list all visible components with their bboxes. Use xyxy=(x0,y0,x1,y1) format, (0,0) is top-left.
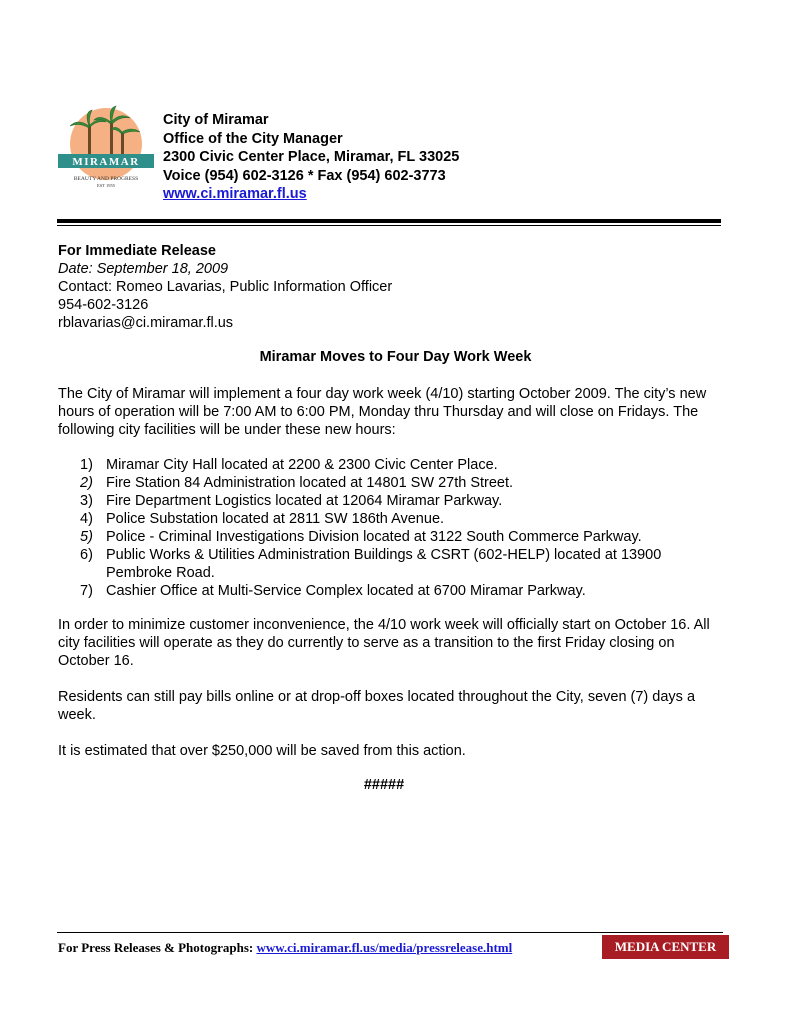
end-mark: ##### xyxy=(363,777,405,793)
paragraph-bill-pay: Residents can still pay bills online or at drop-off boxes located throughout the City, seven (7) days a week. xyxy=(58,689,696,723)
list-item xyxy=(58,492,728,510)
release-info xyxy=(58,242,392,332)
list-text: Public Works & Utilities Administration Buildings & CSRT (602-HELP) located at 13900 Pembroke Road. xyxy=(106,547,662,581)
list-text: Police Substation located at 2811 SW 186th Avenue. xyxy=(106,511,445,527)
letterhead xyxy=(163,111,459,204)
media-center-badge: MEDIA CENTER xyxy=(602,935,729,959)
release-date: Date: September 18, 2009 xyxy=(58,261,229,277)
list-text: Cashier Office at Multi-Service Complex located at 6700 Miramar Parkway. xyxy=(106,583,586,599)
logo-wordmark: MIRAMAR xyxy=(72,156,140,168)
paragraph-start-date: In order to minimize customer inconvenience, the 4/10 work week will officially start on October 16. All city facilities will operate as they do currently to serve as a transition to the first Friday closing on October 16. xyxy=(58,617,710,669)
footer-rule xyxy=(57,932,723,933)
paragraph-savings: It is estimated that over $250,000 will be saved from this action. xyxy=(58,743,466,759)
list-item xyxy=(58,582,728,600)
logo-est: EST 1955 xyxy=(96,183,116,188)
list-item xyxy=(58,474,728,492)
list-number: 5) xyxy=(80,529,93,545)
miramar-logo xyxy=(58,104,154,196)
office-name: Office of the City Manager xyxy=(163,130,343,147)
list-number: 2) xyxy=(80,475,93,491)
city-website-link[interactable]: www.ci.miramar.fl.us xyxy=(163,186,307,202)
list-number: 4) xyxy=(80,511,93,527)
logo-tagline: BEAUTY AND PROGRESS xyxy=(73,176,139,182)
city-name: City of Miramar xyxy=(163,112,269,128)
list-number: 7) xyxy=(80,583,93,599)
release-phone: 954-602-3126 xyxy=(58,297,149,313)
office-address: 2300 Civic Center Place, Miramar, FL 33025 xyxy=(163,149,460,165)
press-release-link[interactable]: www.ci.miramar.fl.us/media/pressrelease.html xyxy=(256,940,513,955)
list-text: Miramar City Hall located at 2200 & 2300 Civic Center Place. xyxy=(106,457,498,473)
paragraph-intro: The City of Miramar will implement a four day work week (4/10) starting October 2009. The city’s new hours of operation will be 7:00 AM to 6:00 PM, Monday thru Thursday and will close on Fridays. The following city facilities will be under these new hours: xyxy=(58,386,707,438)
footer xyxy=(58,940,512,956)
facilities-list xyxy=(58,456,728,600)
list-number: 6) xyxy=(80,547,93,563)
release-heading: For Immediate Release xyxy=(58,243,216,259)
list-text: Police - Criminal Investigations Division located at 3122 South Commerce Parkway. xyxy=(106,529,642,545)
list-text: Fire Department Logistics located at 12064 Miramar Parkway. xyxy=(106,493,503,509)
header-rule-thick xyxy=(57,219,721,223)
list-text: Fire Station 84 Administration located at 14801 SW 27th Street. xyxy=(106,475,514,491)
header-rule-thin xyxy=(57,225,721,226)
press-headline: Miramar Moves to Four Day Work Week xyxy=(259,349,532,365)
list-number: 1) xyxy=(80,457,93,473)
list-item xyxy=(58,510,728,528)
list-item xyxy=(58,456,728,474)
list-item xyxy=(58,546,728,582)
release-email: rblavarias@ci.miramar.fl.us xyxy=(58,315,234,331)
release-contact: Contact: Romeo Lavarias, Public Information Officer xyxy=(58,279,393,295)
list-number: 3) xyxy=(80,493,93,509)
list-item xyxy=(58,528,728,546)
footer-label: For Press Releases & Photographs: xyxy=(58,940,257,955)
office-phone-fax: Voice (954) 602-3126 * Fax (954) 602-3773 xyxy=(163,167,446,184)
